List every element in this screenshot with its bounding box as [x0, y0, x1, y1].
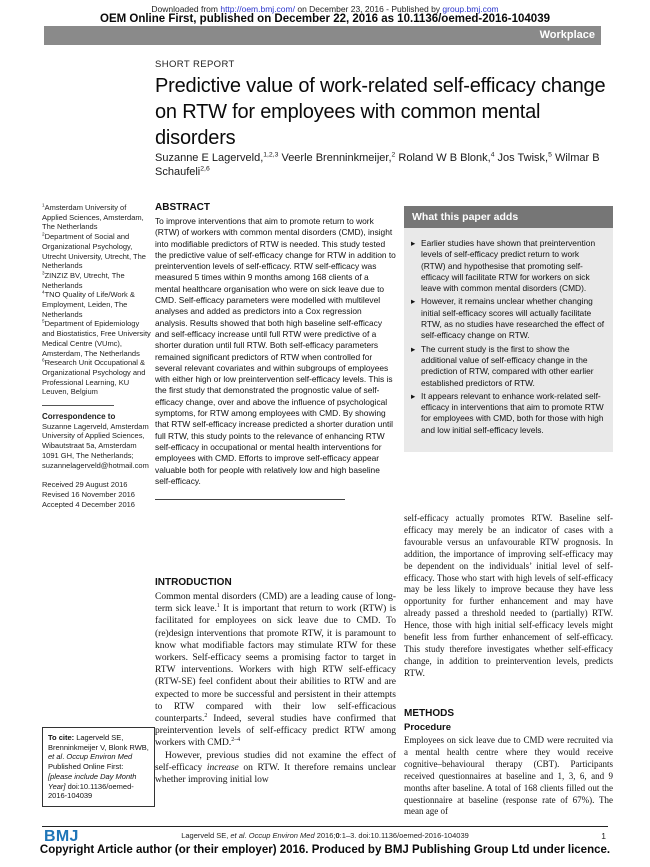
received-date: Received 29 August 2016 [42, 480, 128, 490]
footer-divider [42, 826, 608, 827]
paper-adds-body [404, 228, 613, 452]
abstract-heading: ABSTRACT [155, 202, 210, 213]
bullet-item [411, 344, 605, 389]
methods-section [404, 708, 613, 818]
affiliation-item: $^5$Department of Epidemiology and Biostatistics, Free University Medical Centre (VUmc), Amsterdam, The Netherlands [42, 318, 151, 358]
sidebar-divider [42, 405, 114, 406]
authors-line: Suzanne E Lagerveld,$^{1,2,3}$ Veerle Brenninkmeijer,$^2$ Roland W B Blonk,$^4$ Jos Twisk,$^5$ Wilmar B Schaufeli$^{2,6}$ [155, 151, 600, 178]
bullet-text: However, it remains unclear whether changing initial self-efficacy scores will actually facilitate RTW, as no studies have researched the effect of self-efficacy change on RTW. [421, 296, 605, 341]
intro-section [155, 577, 396, 786]
affiliation-item: $^6$Research Unit Occupational & Organizational Psychology and Professional Learning, KU Leuven, Belgium [42, 357, 146, 397]
revised-date: Revised 16 November 2016 [42, 489, 135, 499]
bullet-text: The current study is the first to show the additional value of self-efficacy change in the prediction of RTW, compared with other earlier established predictors of RTW. [421, 343, 594, 388]
footer-citation: Lagerveld SE, et al. Occup Environ Med 2016;0:1–3. doi:10.1136/oemed-2016-104039 [181, 831, 469, 840]
abstract-divider [155, 499, 345, 500]
correspondence-heading: Correspondence to [42, 412, 116, 422]
bullet-marker-icon: ▸ [411, 296, 416, 307]
copyright-line: Copyright Article author (or their employer) 2016. Produced by BMJ Publishing Group Ltd under licence. [39, 844, 611, 856]
what-this-paper-adds-box [404, 206, 613, 452]
accepted-date: Accepted 4 December 2016 [42, 499, 135, 509]
abstract-section [155, 202, 396, 500]
affiliation-item: $^1$Amsterdam University of Applied Sciences, Amsterdam, The Netherlands [42, 202, 144, 232]
page-title: Predictive value of work-related self-efficacy change on RTW for employees with common mental disorders [155, 75, 606, 149]
bullet-item [411, 296, 605, 341]
methods-heading: METHODS [404, 708, 454, 719]
bullet-item [411, 391, 605, 436]
affiliation-item: $^2$Department of Social and Organizational Psychology, Utrecht University, Utrecht, The Netherlands [42, 231, 146, 271]
methods-paragraph: Employees on sick leave due to CMD were recruited via a mental health centre where they would receive cognitive–behavioural therapy (CBT). Participants received questionnaires at baseline and 1, 3, 6, and 9 months after baseline. A total of 168 clients filled out the questionnaire at baseline (response rate of 67%). The mean age of [404, 735, 613, 817]
article-type-label: SHORT REPORT [155, 59, 235, 70]
page-number: 1 [601, 831, 606, 841]
bullet-text: It appears relevant to enhance work-related self-efficacy in interventions that aim to promote RTW for employees with CMD, both for those with high and low initial self-efficacy levels. [421, 390, 604, 435]
intro-paragraph-1: Common mental disorders (CMD) are a leading cause of long-term sick leave.$^1$ It is important that return to work (RTW) is facilitated for employees on sick leave due to CMD. To (re)design interventions that promote RTW, it is paramount to know what modifiable factors may stimulate RTW for these workers. Self-efficacy seems a promising factor to target in RTW interventions. Workers with high RTW self-efficacy (RTW-SE) feel confident about their abilities to RTW and are expected to more be successful and persistent in their attempts to RTW compared with their low self-efficacious counterparts.$^2$ Indeed, several studies have confirmed that preintervention levels of self-efficacy predict RTW among workers with CMD.$^{2-4}$ [155, 592, 396, 749]
intro-continued-paragraph: self-efficacy actually promotes RTW. Baseline self-efficacy may merely be an indicator of cases with a favourable versus an unfavourable RTW prognosis. In addition, the importance of improving self-efficacy may be dependent on the individuals’ initial level of self-efficacy. Those who start with high levels of self-efficacy may be less likely to improve because they have less opportunity for further enhancement and may have already passed a threshold needed to (partially) RTW. Hence, those with high initial self-efficacy levels might benefit less from further enhancement of self-efficacy. This study therefore investigates whether self-efficacy change, in addition to preintervention levels, predicts RTW. [404, 513, 613, 678]
bullet-marker-icon: ▸ [411, 390, 416, 401]
bullet-marker-icon: ▸ [411, 343, 416, 354]
section-banner [44, 26, 601, 45]
history-dates [42, 480, 152, 509]
sidebar [42, 203, 152, 509]
section-banner-label: Workplace [539, 29, 595, 41]
bmj-logo: BMJ [44, 828, 79, 845]
bullet-marker-icon: ▸ [411, 238, 416, 248]
bullet-item [411, 238, 605, 294]
bullet-text: Earlier studies have shown that preintervention levels of self-efficacy predict return to work (RTW) and hypothesise that promoting self-efficacy will facilitate RTW for workers on sick leave with common mental disorders (CMD). [421, 238, 596, 294]
procedure-subheading: Procedure [404, 722, 451, 733]
published-line: OEM Online First, published on December 22, 2016 as 10.1136/oemed-2016-104039 [100, 13, 550, 25]
intro-paragraph-2: However, previous studies did not examine the effect of self-efficacy increase on RTW. It therefore remains unclear whether improving initial low [155, 750, 396, 786]
to-cite-box: To cite: Lagerveld SE, Brenninkmeijer V, Blonk RWB, et al. Occup Environ Med Published Online First: [please include Day Month Year] doi:10.1136/oemed-2016-104039 [42, 727, 155, 807]
correspondence-text: Suzanne Lagerveld, Amsterdam University of Applied Sciences, Wibautstraat 5a, Amsterdam 1091 GH, The Netherlands; suzannelagerveld@hotmail.com [42, 421, 149, 470]
download-provenance-line[interactable]: Downloaded from http://oem.bmj.com/ on December 23, 2016 - Published by group.bmj.com [151, 4, 499, 14]
paper-adds-heading: What this paper adds [404, 206, 613, 228]
affiliation-item: $^4$TNO Quality of Life/Work & Employment, Leiden, The Netherlands [42, 289, 135, 319]
intro-heading: INTRODUCTION [155, 577, 232, 588]
abstract-text: To improve interventions that aim to promote return to work (RTW) of workers with common mental disorders (CMD), insight into modifiable predictors of RTW is needed. This study tested the predictive value of self-efficacy change for RTW in addition to preintervention levels of self-efficacy. RTW self-efficacy was measured 5 times within 9 months among 168 clients of a mental healthcare organisation who were on sick leave due to CMD. Self-efficacy parameters were modelled with multilevel analyses and added as predictors into a Cox regression analysis. Results showed that both high baseline self-efficacy and self-efficacy increase until full RTW were predictive of a shorter duration until full RTW. Both self-efficacy parameters remained significant predictors of RTW when controlled for several relevant covariates and within subgroups of employees with either high or low preintervention self-efficacy levels. This is the first study that demonstrated the prognostic value of self-efficacy change, over and above the influence of psychological symptoms, for RTW among employees with CMD. By showing that RTW self-efficacy increase predicted a shorter duration until full RTW, this study points to the relevance of enhancing RTW self-efficacy in occupational or mental health interventions for employees with CMD. Efforts to improve self-efficacy appear valuable both for people with relatively low and high baseline self-efficacy. [155, 216, 396, 486]
affiliation-item: $^3$ZINZIZ BV, Utrecht, The Netherlands [42, 270, 125, 290]
